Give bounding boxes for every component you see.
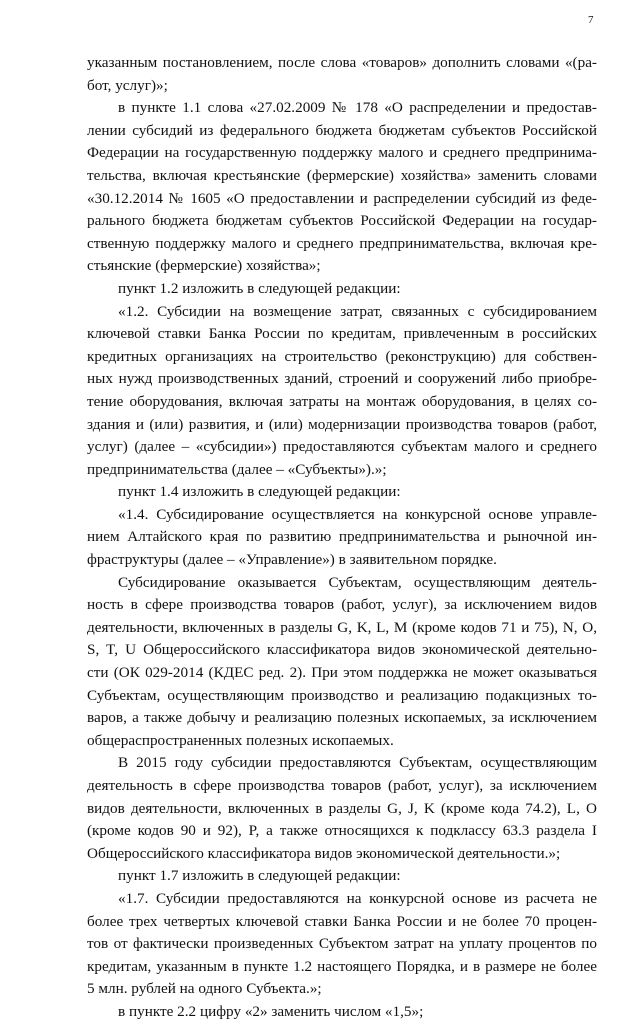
- text-line: видов деятельности, включенных в разделы G, J, K (кроме кода 74.2), L, O: [87, 799, 597, 817]
- text-line: тение оборудования, включая затраты на монтаж оборудования, в целях со-: [87, 392, 597, 410]
- text-line: Субсидирование оказывается Субъектам, осуществляющим деятель-: [118, 573, 597, 591]
- page-number: 7: [588, 14, 594, 26]
- text-line: Общероссийского классификатора видов экономической деятельности.»;: [87, 844, 561, 862]
- text-line: более трех четвертых ключевой ставки Банка России и не более 70 процен-: [87, 912, 597, 930]
- text-line: ключевой ставки Банка России по кредитам, привлеченным в российских: [87, 325, 597, 343]
- text-line: нием Алтайского края по развитию предпринимательства и рыночной ин-: [87, 528, 597, 546]
- text-line: ных нужд производственных зданий, строений и сооружений либо приобре-: [87, 370, 597, 388]
- text-line: «1.2. Субсидии на возмещение затрат, связанных с субсидированием: [118, 302, 597, 320]
- text-line: ственную поддержку малого и среднего предпринимательства, включая кре-: [87, 234, 597, 252]
- text-line: «1.4. Субсидирование осуществляется на конкурсной основе управле-: [118, 505, 597, 523]
- text-line: «1.7. Субсидии предоставляются на конкурсной основе из расчета не: [118, 889, 597, 907]
- text-line: варов, а также добычу и реализацию полезных ископаемых, за исключением: [87, 709, 597, 727]
- text-line: В 2015 году субсидии предоставляются Субъектам, осуществляющим: [118, 754, 597, 772]
- text-line: бот, услуг)»;: [87, 76, 168, 94]
- document-body: [87, 52, 597, 1024]
- text-line: стьянские (фермерские) хозяйства»;: [87, 257, 321, 275]
- text-line: общераспространенных полезных ископаемых.: [87, 731, 394, 749]
- text-line: Федерации на государственную поддержку малого и среднего предпринима-: [87, 144, 597, 162]
- text-line: рального бюджета бюджетам субъектов Российской Федерации на государ-: [87, 212, 597, 230]
- text-line: в пункте 2.2 цифру «2» заменить числом «1,5»;: [118, 1002, 424, 1020]
- text-line: кредитам, указанным в пункте 1.2 настоящего Порядка, и в размере не более: [87, 957, 597, 975]
- text-line: ность в сфере производства товаров (работ, услуг), за исключением видов: [87, 596, 597, 614]
- text-line: в пункте 1.1 слова «27.02.2009 № 178 «О распределении и предостав-: [118, 99, 597, 117]
- text-line: кредитных организациях на строительство (реконструкцию) для собствен-: [87, 347, 597, 365]
- text-line: здания и (или) развития, и (или) модернизации производства товаров (работ,: [87, 415, 597, 433]
- text-line: (кроме кодов 90 и 92), P, а также относящихся к подклассу 63.3 раздела I: [87, 822, 597, 840]
- text-line: деятельности, включенных в разделы G, K, L, M (кроме кодов 71 и 75), N, O,: [87, 618, 597, 636]
- text-line: пункт 1.4 изложить в следующей редакции:: [118, 483, 401, 501]
- text-line: Субъектам, осуществляющим производство и реализацию подакцизных то-: [87, 686, 597, 704]
- text-line: указанным постановлением, после слова «товаров» дополнить словами «(ра-: [87, 54, 597, 71]
- text-line: деятельность в сфере производства товаров (работ, услуг), за исключением: [87, 777, 597, 794]
- text-line: S, T, U Общероссийского классификатора видов экономической деятельно-: [87, 641, 597, 659]
- text-line: тов от фактически произведенных Субъектом затрат на уплату процентов по: [87, 935, 597, 953]
- text-line: фраструктуры (далее – «Управление») в заявительном порядке.: [87, 551, 497, 569]
- text-line: лении субсидий из федерального бюджета бюджетам субъектов Российской: [87, 121, 597, 139]
- text-line: «30.12.2014 № 1605 «О предоставлении и распределении субсидий из феде-: [87, 189, 597, 207]
- text-line: услуг) (далее – «субсидии») предоставляются субъектам малого и среднего: [87, 438, 597, 456]
- text-line: 5 млн. рублей на одного Субъекта.»;: [87, 980, 322, 998]
- text-line: пункт 1.7 изложить в следующей редакции:: [118, 867, 401, 885]
- text-line: пункт 1.2 изложить в следующей редакции:: [118, 279, 401, 297]
- text-line: сти (ОК 029-2014 (КДЕС ред. 2). При этом поддержка не может оказываться: [87, 664, 597, 682]
- text-line: тельства, включая крестьянские (фермерские) хозяйства» заменить словами: [87, 166, 597, 184]
- text-line: предпринимательства (далее – «Субъекты»).»;: [87, 460, 387, 478]
